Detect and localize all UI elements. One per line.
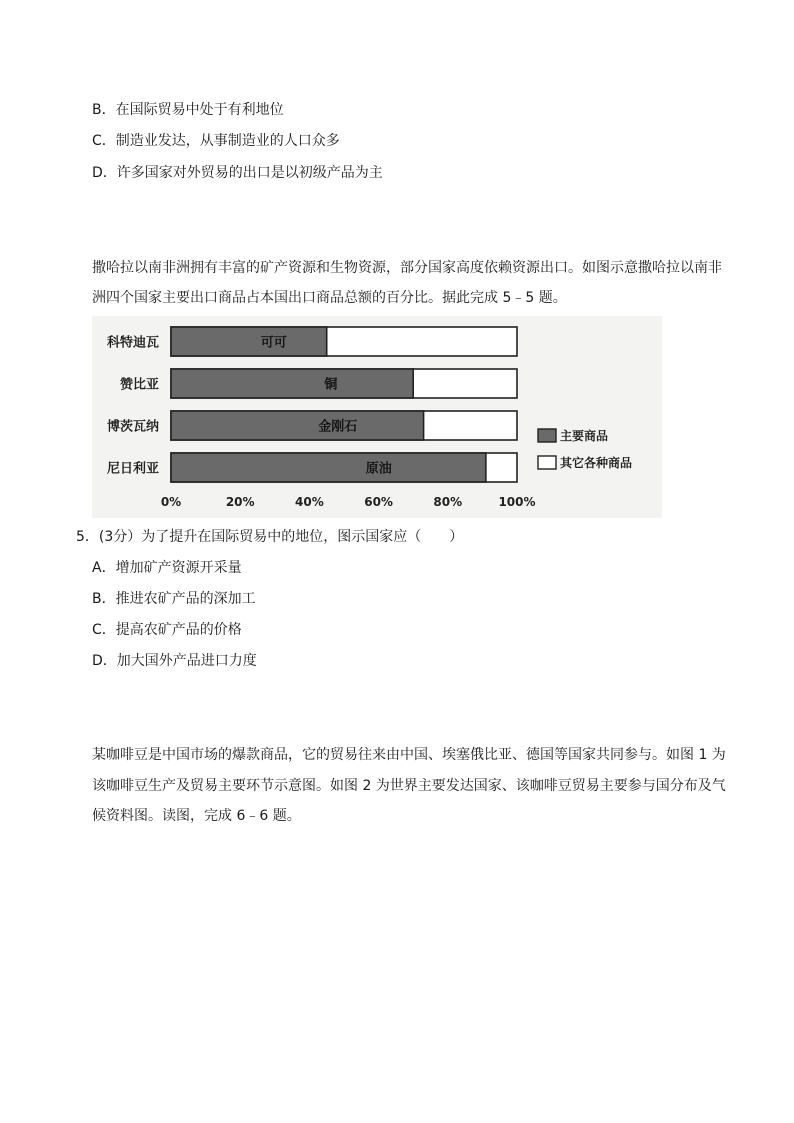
question5-option-d[interactable]: D．加大国外产品进口力度 [92,653,257,669]
question5-option-b[interactable]: B．推进农矿产品的深加工 [92,591,256,607]
option-b-prev: B．在国际贸易中处于有利地位 [92,102,284,118]
question5-option-c[interactable]: C．提高农矿产品的价格 [92,622,242,638]
passage2-line-1: 某咖啡豆是中国市场的爆款商品，它的贸易往来由中国、埃塞俄比亚、德国等国家共同参与。如图 1 为 [92,747,726,763]
question5-option-a[interactable]: A．增加矿产资源开采量 [92,560,242,576]
question5-stem: 5．(3分）为了提升在国际贸易中的地位，图示国家应（ ） [76,529,464,545]
product-label-1: 铜 [324,377,338,393]
option-d-prev: D．许多国家对外贸易的出口是以初级产品为主 [92,165,383,181]
category-label-3: 尼日利亚 [106,461,159,477]
product-label-0: 可可 [260,335,287,351]
product-label-2: 金刚石 [318,419,358,435]
bar-main-0 [171,327,327,356]
category-label-2: 博茨瓦纳 [106,419,159,435]
legend-swatch-1 [538,456,556,469]
x-tick-label-1: 20% [225,495,255,509]
category-label-1: 赞比亚 [119,377,159,393]
passage1-line-1: 撒哈拉以南非洲拥有丰富的矿产资源和生物资源，部分国家高度依赖资源出口。如图示意撒哈拉以南非 [92,260,722,276]
export-share-chart-svg [92,316,662,518]
option-c-prev: C．制造业发达，从事制造业的人口众多 [92,133,340,149]
x-tick-label-0: 0% [160,495,182,509]
passage2-line-2: 该咖啡豆生产及贸易主要环节示意图。如图 2 为世界主要发达国家、该咖啡豆贸易主要参与国分布及气 [92,778,726,794]
export-share-chart [92,316,662,518]
legend-swatch-0 [538,429,556,442]
passage1-line-2: 洲四个国家主要出口商品占本国出口商品总额的百分比。据此完成 5﹣5 题。 [92,290,567,306]
x-tick-label-5: 100% [498,495,536,509]
x-tick-label-3: 60% [364,495,393,509]
product-label-3: 原油 [365,461,392,477]
bar-main-3 [171,453,486,482]
legend-label-1: 其它各种商品 [560,456,633,470]
category-label-0: 科特迪瓦 [106,335,159,351]
x-tick-label-4: 80% [433,495,463,509]
x-tick-label-2: 40% [295,495,324,509]
bar-main-2 [171,411,424,440]
passage2-line-3: 候资料图。读图，完成 6﹣6 题。 [92,808,301,824]
bar-main-1 [171,369,413,398]
legend-label-0: 主要商品 [560,429,609,443]
